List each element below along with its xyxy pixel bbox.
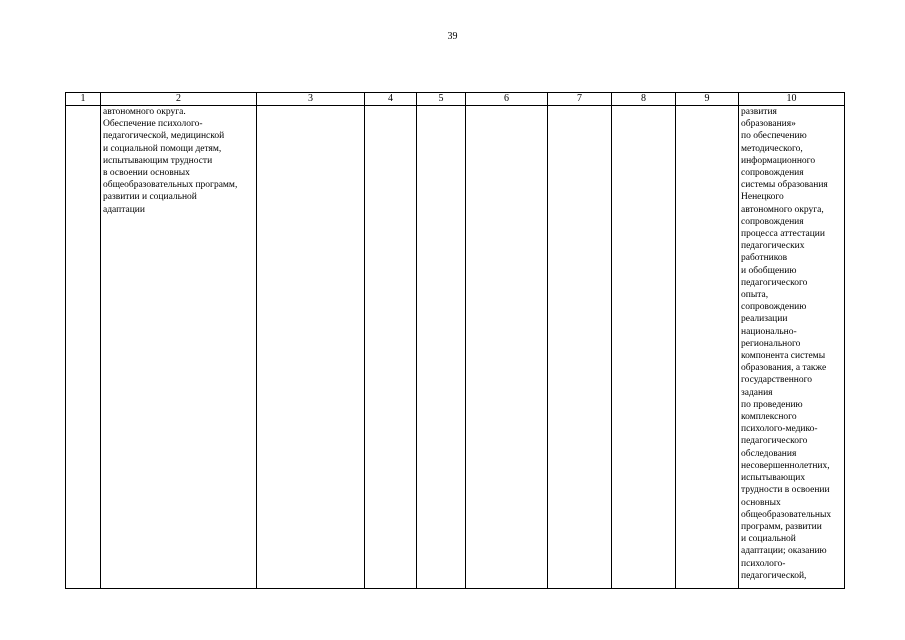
table-cell-col2: автономного округа. Обеспечение психолого- педагогической, медицинской и социальной помощи детям, испытывающим трудности в освоении основных общеобразовательных программ, развитии и социальной адаптации (101, 106, 257, 589)
column-header-8: 8 (612, 93, 676, 106)
table-cell-col3 (257, 106, 365, 589)
column-header-7: 7 (548, 93, 612, 106)
table-cell-col8 (612, 106, 676, 589)
page-number: 39 (447, 31, 458, 42)
table-row (66, 106, 845, 589)
data-table (65, 92, 845, 589)
column-header-5: 5 (417, 93, 466, 106)
table-cell-col4 (365, 106, 417, 589)
column-header-6: 6 (466, 93, 548, 106)
table-cell-col9 (676, 106, 739, 589)
table-cell-col1 (66, 106, 101, 589)
table-cell-col7 (548, 106, 612, 589)
table-cell-col10: развития образования» по обеспечению методического, информационного сопровождения системы образования Ненецкого автономного округа, сопровождения процесса аттестации педагогических работников и обобщению педагогического опыта, сопровождению реализации национально- регионального компонента системы образования, а также государственного задания по проведению комплексного психолого-медико- педагогического обследования несовершеннолетних, испытывающих трудности в освоении основных общеобразовательных программ, развитии и социальной адаптации; оказанию психолого- педагогической, (739, 106, 845, 589)
column-header-9: 9 (676, 93, 739, 106)
column-header-10: 10 (739, 93, 845, 106)
column-header-4: 4 (365, 93, 417, 106)
header-row (66, 93, 845, 106)
table-cell-col6 (466, 106, 548, 589)
table-cell-col5 (417, 106, 466, 589)
column-header-2: 2 (101, 93, 257, 106)
column-header-1: 1 (66, 93, 101, 106)
column-header-3: 3 (257, 93, 365, 106)
